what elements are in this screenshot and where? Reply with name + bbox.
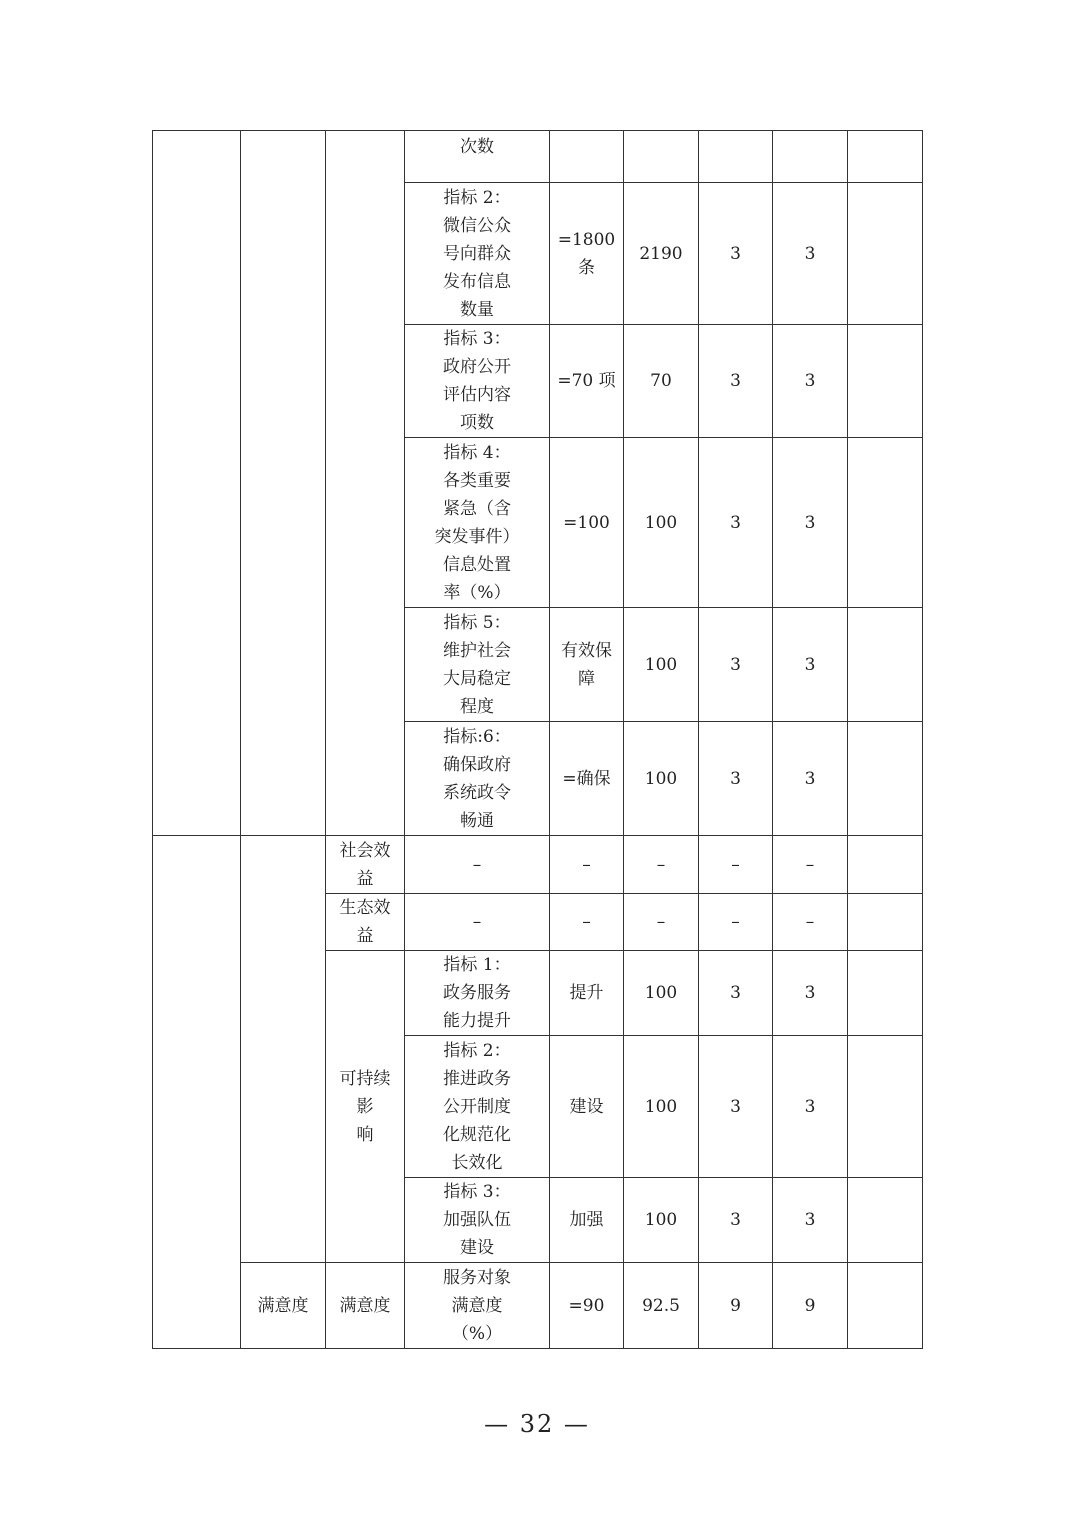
score-cell: 9: [773, 1263, 848, 1349]
sub-indicator-ecological-benefit: 生态效 益: [326, 894, 405, 951]
performance-indicator-table: [152, 130, 923, 1349]
score-cell: 3: [773, 325, 848, 438]
target-cell: –: [550, 836, 624, 894]
target-cell: 加强: [550, 1178, 624, 1263]
target-cell: 有效保 障: [550, 608, 624, 722]
actual-cell: 92.5: [624, 1263, 699, 1349]
level2-satisfaction: 满意度: [241, 1263, 326, 1349]
indicator-cell: 指标 2： 微信公众 号向群众 发布信息 数量: [405, 183, 550, 325]
score-cell: 3: [773, 183, 848, 325]
actual-cell: 100: [624, 438, 699, 608]
target-cell: =100: [550, 438, 624, 608]
note-cell: [848, 183, 923, 325]
indicator-cell: 指标 3： 加强队伍 建设: [405, 1178, 550, 1263]
score-cell: 3: [773, 722, 848, 836]
actual-cell: –: [624, 836, 699, 894]
weight-cell: –: [699, 836, 773, 894]
indicator-cell: 服务对象 满意度 （%）: [405, 1263, 550, 1349]
score-cell: –: [773, 836, 848, 894]
weight-cell: 3: [699, 325, 773, 438]
score-cell: 3: [773, 438, 848, 608]
score-cell: 3: [773, 608, 848, 722]
weight-cell: 3: [699, 722, 773, 836]
indicator-cell: 指标 4： 各类重要 紧急（含 突发事件） 信息处置 率（%）: [405, 438, 550, 608]
weight-cell: 3: [699, 1036, 773, 1178]
indicator-cell: –: [405, 836, 550, 894]
table-row: [153, 1263, 923, 1349]
level2-cell-blank: [241, 836, 326, 1263]
note-cell: [848, 951, 923, 1036]
table-row: [153, 836, 923, 894]
note-cell: [848, 1263, 923, 1349]
page-number: — 32 —: [484, 1410, 590, 1438]
table-row: [153, 131, 923, 183]
indicator-cell: 指标 2： 推进政务 公开制度 化规范化 长效化: [405, 1036, 550, 1178]
weight-cell: 3: [699, 608, 773, 722]
weight-cell: 3: [699, 438, 773, 608]
indicator-cell: 指标:6： 确保政府 系统政令 畅通: [405, 722, 550, 836]
note-cell: [848, 131, 923, 183]
weight-cell: 3: [699, 183, 773, 325]
weight-cell: 3: [699, 951, 773, 1036]
target-cell: =1800 条: [550, 183, 624, 325]
target-cell: [550, 131, 624, 183]
actual-cell: 100: [624, 951, 699, 1036]
weight-cell: –: [699, 894, 773, 951]
level1-cell-continued: [153, 131, 241, 836]
score-cell: 3: [773, 951, 848, 1036]
indicator-cell: –: [405, 894, 550, 951]
note-cell: [848, 722, 923, 836]
target-cell: –: [550, 894, 624, 951]
target-cell: =90: [550, 1263, 624, 1349]
note-cell: [848, 438, 923, 608]
sub-indicator-satisfaction: 满意度: [326, 1263, 405, 1349]
score-cell: –: [773, 894, 848, 951]
target-cell: =70 项: [550, 325, 624, 438]
actual-cell: [624, 131, 699, 183]
note-cell: [848, 608, 923, 722]
level3-cell-continued: [326, 131, 405, 836]
indicator-cell: 指标 3： 政府公开 评估内容 项数: [405, 325, 550, 438]
score-cell: 3: [773, 1178, 848, 1263]
actual-cell: 100: [624, 1178, 699, 1263]
actual-cell: 100: [624, 608, 699, 722]
note-cell: [848, 1178, 923, 1263]
score-cell: 3: [773, 1036, 848, 1178]
level2-cell-continued: [241, 131, 326, 836]
actual-cell: 100: [624, 722, 699, 836]
actual-cell: –: [624, 894, 699, 951]
actual-cell: 2190: [624, 183, 699, 325]
actual-cell: 100: [624, 1036, 699, 1178]
weight-cell: 9: [699, 1263, 773, 1349]
note-cell: [848, 836, 923, 894]
target-cell: 建设: [550, 1036, 624, 1178]
level1-cell-blank: [153, 836, 241, 1349]
indicator-cell: 指标 1： 政务服务 能力提升: [405, 951, 550, 1036]
sub-indicator-sustainable-impact: 可持续 影 响: [326, 951, 405, 1263]
target-cell: 提升: [550, 951, 624, 1036]
sub-indicator-social-benefit: 社会效 益: [326, 836, 405, 894]
score-cell: [773, 131, 848, 183]
actual-cell: 70: [624, 325, 699, 438]
note-cell: [848, 894, 923, 951]
indicator-cell: 次数: [405, 131, 550, 183]
note-cell: [848, 325, 923, 438]
weight-cell: [699, 131, 773, 183]
weight-cell: 3: [699, 1178, 773, 1263]
indicator-cell: 指标 5： 维护社会 大局稳定 程度: [405, 608, 550, 722]
target-cell: =确保: [550, 722, 624, 836]
note-cell: [848, 1036, 923, 1178]
